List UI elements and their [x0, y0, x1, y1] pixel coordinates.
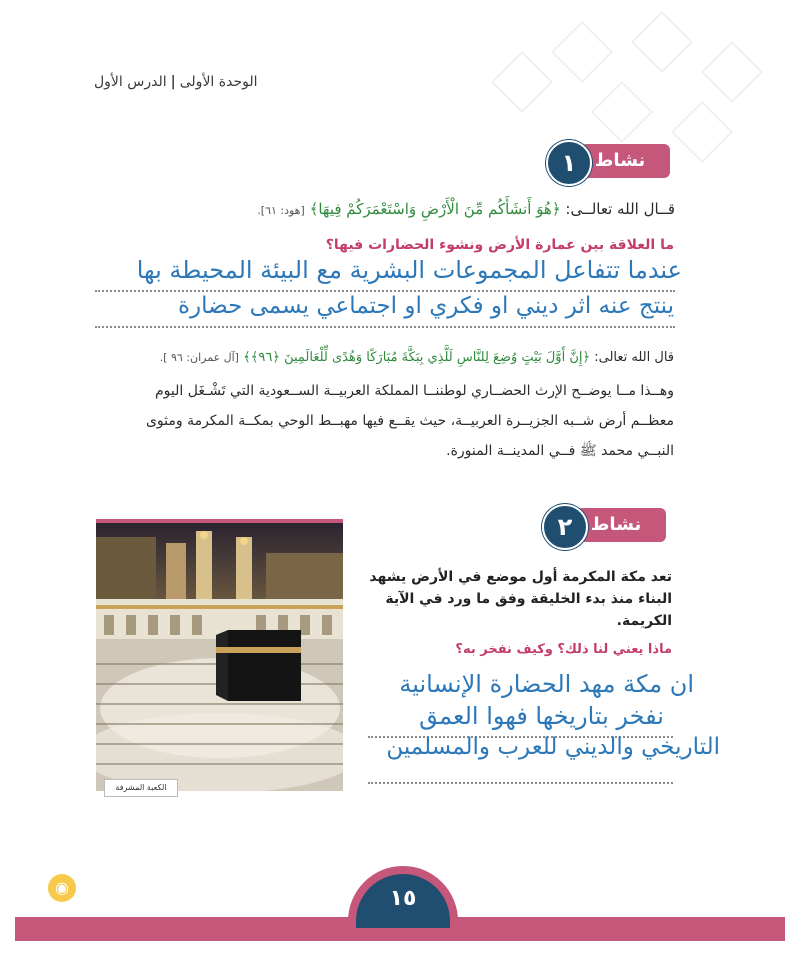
activity-1-badge — [546, 140, 670, 180]
activity-2-answer-line-2[interactable]: نفخر بتاريخها فهوا العمق — [419, 702, 664, 730]
background-pattern — [591, 81, 653, 143]
header-separator: | — [170, 74, 176, 90]
lesson-title: الدرس الأول — [94, 74, 167, 90]
activity-1-number: ١ — [546, 140, 592, 186]
activity-2-badge — [542, 504, 666, 544]
activity-1-paragraph — [74, 376, 674, 466]
page-number: ١٥ — [356, 874, 450, 928]
kaaba-illustration — [96, 523, 343, 791]
background-pattern — [701, 41, 763, 103]
paragraph-line-2: معظــم أرض شــبه الجزيــرة العربيــة، حيث يقــع فيها مهبــط الوحي بمكــة المكرمة ومثوى — [145, 413, 674, 429]
quote-intro: قــال الله تعالــى: — [565, 200, 675, 218]
verse2-text: ﴿إِنَّ أَوَّلَ بَيْتٍ وُضِعَ لِلنَّاسِ لَلَّذِي بِبَكَّةَ مُبَارَكًا وَهُدًى لِّلْعَالَمِينَ ﴿٩٦﴾﴾ — [243, 350, 591, 365]
background-pattern — [491, 51, 553, 113]
background-pattern — [551, 21, 613, 83]
answer-dotted-line — [95, 326, 675, 328]
activity-1-answer-line-1[interactable]: عندما تتفاعل المجموعات البشرية مع البيئة المحيطة بها — [136, 256, 682, 284]
quote2-intro: قال الله تعالى: — [594, 350, 674, 365]
verse-reference: [هود: ٦١]. — [257, 204, 305, 217]
description-line-3: الكريمة. — [616, 613, 672, 629]
activity-1-question: ما العلاقة بين عمارة الأرض ونشوء الحضارات فيها؟ — [325, 237, 674, 253]
activity-2-question: ماذا يعني لنا ذلك؟ وكيف نفخر به؟ — [455, 642, 672, 657]
paragraph-line-1: وهــذا مــا يوضــح الإرث الحضــاري لوطننــا المملكة العربيــة الســعودية التي تَشْـغَل اليوم — [155, 383, 674, 399]
description-line-1: تعد مكة المكرمة أول موضع في الأرض يشهد — [369, 569, 672, 585]
activity-1-answer-line-2[interactable]: ينتج عنه اثر ديني او فكري او اجتماعي يسمى حضارة — [177, 293, 674, 319]
unit-title: الوحدة الأولى — [179, 74, 258, 90]
answer-dotted-line — [368, 782, 673, 784]
image-caption: الكعبة المشرفة — [104, 779, 178, 797]
verse-text: ﴿هُوَ أَنشَأَكُم مِّنَ الْأَرْضِ وَاسْتَعْمَرَكُمْ فِيهَا﴾ — [309, 200, 561, 218]
activity-2-answer-line-1[interactable]: ان مكة مهد الحضارة الإنسانية — [399, 670, 694, 698]
activity-1-label: نشاط — [570, 144, 670, 178]
answer-dotted-line — [95, 290, 675, 292]
activity-2-description — [352, 566, 672, 632]
description-line-2: البناء منذ بدء الخليقة وفق ما ورد في الآية — [385, 591, 672, 607]
activity-2-number: ٢ — [542, 504, 588, 550]
background-pattern — [671, 101, 733, 163]
activity-2-label: نشاط — [566, 508, 666, 542]
publisher-logo: ◉ — [48, 874, 76, 902]
verse2-reference: [آل عمران: ٩٦ ]. — [159, 351, 239, 364]
kaaba-photo — [96, 519, 343, 791]
activity-1-verse2-line — [160, 350, 674, 365]
page-header — [94, 74, 258, 90]
background-pattern — [631, 11, 693, 73]
activity-2-answer-line-3[interactable]: التاريخي والديني للعرب والمسلمين — [386, 734, 720, 760]
paragraph-line-3: النبــي محمد ﷺ فــي المدينــة المنورة. — [446, 443, 674, 459]
activity-1-verse-line — [257, 200, 675, 218]
